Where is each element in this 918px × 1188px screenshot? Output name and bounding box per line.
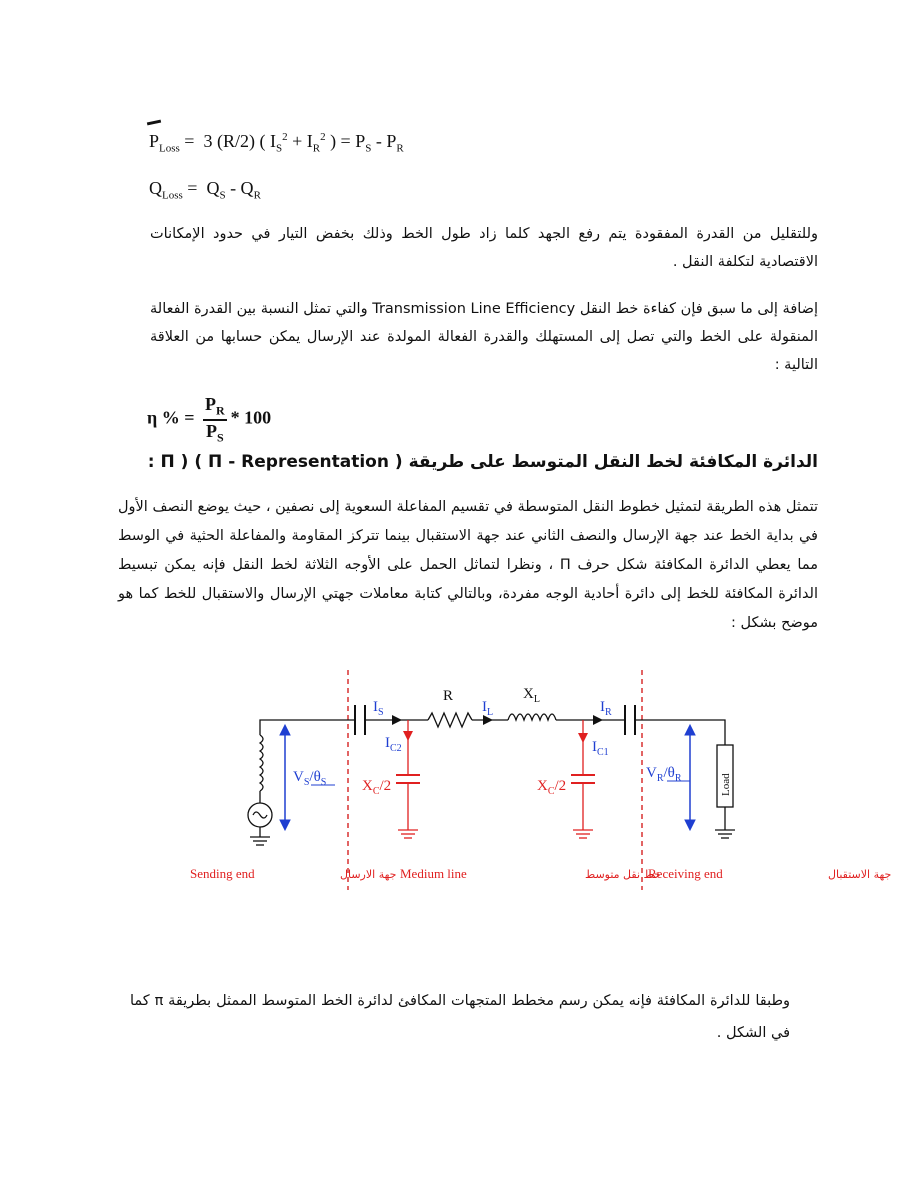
ic1-arrow <box>578 733 588 743</box>
efficiency-formula <box>147 394 271 445</box>
ic1-label: $I_{C1}$ <box>592 739 609 758</box>
qloss-equation: $Q_{Loss} = Q_S - Q_R$ <box>149 178 261 202</box>
paragraph-vector-diagram <box>130 985 790 1049</box>
eq-subscript: R <box>396 142 404 155</box>
eq-superscript: 2 <box>282 131 288 143</box>
eq-symbol: Q <box>149 178 162 198</box>
eq-subscript: S <box>275 142 283 155</box>
efficiency-fraction <box>203 394 227 445</box>
eq-term: + I <box>287 131 313 151</box>
vr-label: $V_R/\theta_R$ <box>646 765 682 784</box>
xc-right-label: $X_C/2$ <box>537 778 567 797</box>
load-label: Load <box>720 773 732 796</box>
frac-multiplier: * 100 <box>230 407 272 428</box>
vr-arrow <box>685 725 695 830</box>
paragraph-text: وطبقا للدائرة المكافئة فإنه يمكن رسم مخطط المتجهات المكافئ لدائرة الخط المتوسط الممثل بطريقة π كما في الشكل . <box>130 993 790 1041</box>
paragraph-text: تتمثل هذه الطريقة لتمثيل خطوط النقل المتوسطة في تقسيم المفاعلة السعوية إلى نصفين ، حيث يوضع النصف الأول في بداية الخط عند جهة الإرسال والنصف الثاني عند جهة الاستقبال بينما تتركز المقاومة والمفاعلة الحثية في الوسط مما يعطي الدائرة المكافئة شكل حرف Π ، ونظرا لتماثل الحمل على الأوجه الثلاثة لخط النقل فإنه يمكن تبسيط الدائرة المكافئة للخط إلى دائرة أحادية الوجه مفردة، وبالتالي كتابة معاملات جهتي الإرسال والاستقبال للخط كما هو موضح بشكل : <box>118 499 818 631</box>
eq-term: ) = P <box>325 131 366 151</box>
frac-subscript: R <box>215 403 225 418</box>
ic2-label: $I_{C2}$ <box>385 735 402 754</box>
eq-symbol: P <box>149 131 160 151</box>
eq-term: Q <box>206 178 220 198</box>
eq-subscript: R <box>253 189 261 202</box>
stray-mark <box>147 120 161 126</box>
frac-numerator: P <box>204 394 216 414</box>
series-branch <box>355 705 725 745</box>
caption-sending-en: Sending end <box>190 866 255 881</box>
eq-term: - Q <box>225 178 254 198</box>
ploss-equation: $P_{Loss} = 3$ (R/2) ( $I_S^2 + I_R^2$ ) = $P_S - P_R$ <box>149 131 404 155</box>
is-label: $I_S$ <box>373 699 384 718</box>
paragraph-pi-description <box>118 493 818 638</box>
caption-medium-ar: خط نقل متوسط <box>585 868 661 881</box>
eq-subscript: R <box>312 142 321 155</box>
xc-left-label: $X_C/2$ <box>362 778 392 797</box>
section-heading: الدائرة المكافئة لخط النقل المتوسط على طريقة ( Π - Representation ) ( Π : <box>147 452 818 472</box>
frac-subscript: S <box>216 430 224 445</box>
eq-term: - P <box>371 131 397 151</box>
eq-term: 3 (R/2) ( I <box>203 131 276 151</box>
eta-symbol: η % = <box>147 407 195 428</box>
eq-superscript: 2 <box>320 131 326 143</box>
pi-circuit-diagram <box>180 665 892 895</box>
eq-subscript: Loss <box>162 189 183 202</box>
vs-label: $V_S/\theta_S$ <box>293 769 327 788</box>
paragraph-text: إضافة إلى ما سبق فإن كفاءة خط النقل Transmission Line Efficiency والتي تمثل النسبة بين القدرة الفعالة المنقولة على الخط والتي تصل إلى المستهلك والقدرة الفعالة المولدة عند الإرسال يمكن حسابها من العلاقة التالية : <box>150 301 819 373</box>
paragraph-loss-reduction <box>150 220 818 276</box>
eq-subscript: S <box>219 189 226 202</box>
eq-subscript: Loss <box>159 142 180 155</box>
r-label: R <box>443 688 454 704</box>
frac-denominator: P <box>205 420 217 441</box>
ic2-arrow <box>403 731 413 741</box>
vs-arrow <box>280 725 290 830</box>
eq-subscript: S <box>365 142 372 155</box>
ir-label: $I_R$ <box>600 699 612 718</box>
caption-sending-ar: جهة الارسال <box>340 868 397 881</box>
ir-arrow <box>593 715 603 725</box>
caption-receiving-ar: جهة الاستقبال <box>828 868 892 881</box>
caption-receiving-en: Receiving end <box>648 866 723 881</box>
is-arrow <box>392 715 402 725</box>
xl-label: $X_L$ <box>523 686 540 705</box>
paragraph-text: وللتقليل من القدرة المفقودة يتم رفع الجهد كلما زاد طول الخط وذلك بخفض التيار في حدود الإمكانات الاقتصادية لتكلفة النقل . <box>150 226 818 270</box>
paragraph-efficiency <box>150 295 818 379</box>
caption-medium-en: Medium line <box>400 866 467 881</box>
il-label: $I_L$ <box>482 699 494 718</box>
